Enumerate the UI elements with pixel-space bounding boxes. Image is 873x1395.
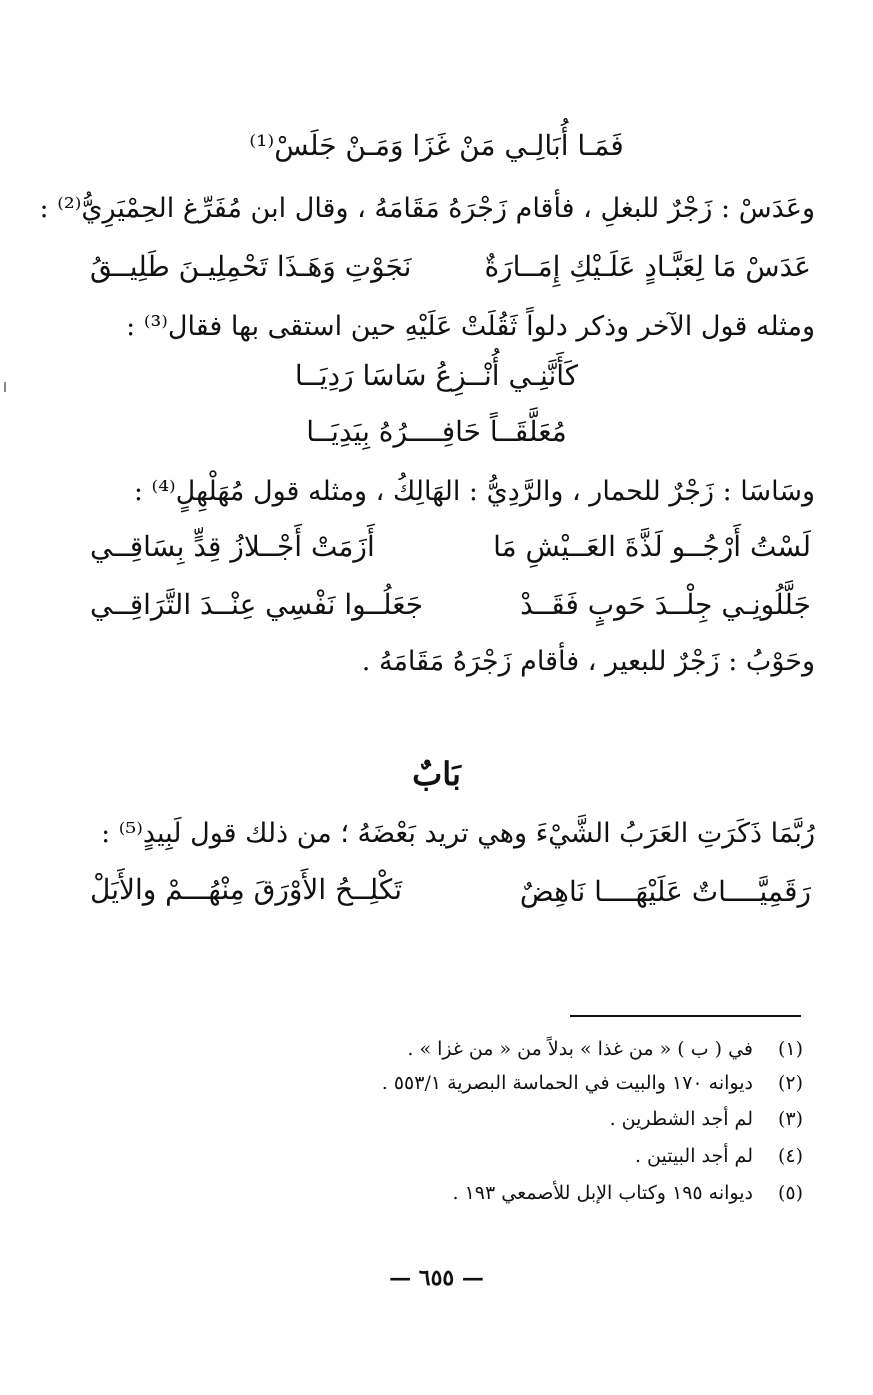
couplet-4-first-hemistich: رَقَمِيَّــــاتٌ عَلَيْهَــــا نَاهِضٌ — [519, 875, 811, 908]
footnote-4 — [635, 1145, 803, 1167]
verse-line-3: مُعَلَّقَــاً حَافِــــرُهُ بِيَدِيَــا — [306, 415, 567, 448]
prose-line-4: وحَوْبُ : زَجْرٌ للبعير ، فأقام زَجْرَهُ مَقَامَهُ . — [361, 646, 815, 677]
verse-line-1: فَمَـا أُبَالِـي مَنْ غَزَا وَمَـنْ جَلَسْ⁽¹⁾ — [249, 129, 624, 162]
footnote-number: (١) — [777, 1038, 803, 1060]
footnote-5 — [452, 1182, 803, 1204]
footnote-3 — [610, 1108, 803, 1130]
couplet-2-first-hemistich: لَسْتُ أَرْجُــو لَذَّةَ العَــيْشِ مَا — [493, 530, 811, 563]
scan-margin-mark — [4, 382, 6, 392]
prose-line-2: ومثله قول الآخر وذكر دلواً ثَقُلَتْ عَلَيْهِ حين استقى بها فقال⁽³⁾ : — [126, 311, 815, 342]
footnote-number: (٢) — [777, 1072, 803, 1094]
footnote-1 — [407, 1038, 803, 1060]
couplet-3-second-hemistich: جَعَلُــوا نَفْسِي عِنْــدَ التَّرَاقِــي — [90, 588, 424, 621]
prose-line-5: رُبَّمَا ذَكَرَتِ العَرَبُ الشَّيْءَ وهي تريد بَعْضَهُ ؛ من ذلك قول لَبِيدٍ⁽⁵⁾ : — [101, 818, 815, 849]
prose-line-1: وعَدَسْ : زَجْرٌ للبغلِ ، فأقام زَجْرَهُ مَقَامَهُ ، وقال ابن مُفَرِّغ الحِمْيَرِيُّ⁽²⁾ : — [39, 193, 815, 224]
couplet-2-second-hemistich: أَزَمَتْ أَجْــلازُ قِدٍّ بِسَاقِــي — [90, 530, 375, 563]
footnote-text: لم أجد الشطرين . — [609, 1108, 753, 1130]
couplet-4-second-hemistich: تَكْلِــحُ الأَوْرَقَ مِنْهُـــمْ والأَيَلْ — [90, 873, 403, 906]
footnote-2 — [382, 1072, 803, 1094]
footnote-separator-rule — [570, 1015, 801, 1017]
footnote-text: ديوانه ١٧٠ والبيت في الحماسة البصرية ٥٥٣/١ . — [381, 1072, 753, 1094]
couplet-3-first-hemistich: جَلَّلُونِـي جِلْــدَ حَوبٍ فَقَــدْ — [520, 588, 811, 621]
prose-line-3: وسَاسَا : زَجْرٌ للحمار ، والرَّدِيُّ : الهَالِكُ ، ومثله قول مُهَلْهِلٍ⁽⁴⁾ : — [133, 476, 815, 507]
footnote-number: (٣) — [777, 1108, 803, 1130]
couplet-1-first-hemistich: عَدَسْ مَا لِعَبَّـادٍ عَلَـيْكِ إِمَــارَةٌ — [484, 250, 811, 283]
footnote-text: ديوانه ١٩٥ وكتاب الإبل للأصمعي ١٩٣ . — [452, 1182, 753, 1204]
verse-line-2: كَأَنَّنِـي أُنْــزِعُ سَاسَا رَدِيَــا — [294, 359, 579, 392]
page-number: — ٦٥٥ — — [389, 1265, 484, 1291]
couplet-1-second-hemistich: نَجَوْتِ وَهَـذَا تَحْمِلِيـنَ طَلِيــقُ — [90, 250, 412, 283]
footnote-number: (٥) — [777, 1182, 803, 1204]
footnote-text: في ( ب ) « من غذا » بدلاً من « من غزا » . — [407, 1038, 753, 1060]
footnote-text: لم أجد البيتين . — [634, 1145, 753, 1167]
footnote-number: (٤) — [777, 1145, 803, 1167]
section-heading: بَابٌ — [412, 755, 461, 793]
